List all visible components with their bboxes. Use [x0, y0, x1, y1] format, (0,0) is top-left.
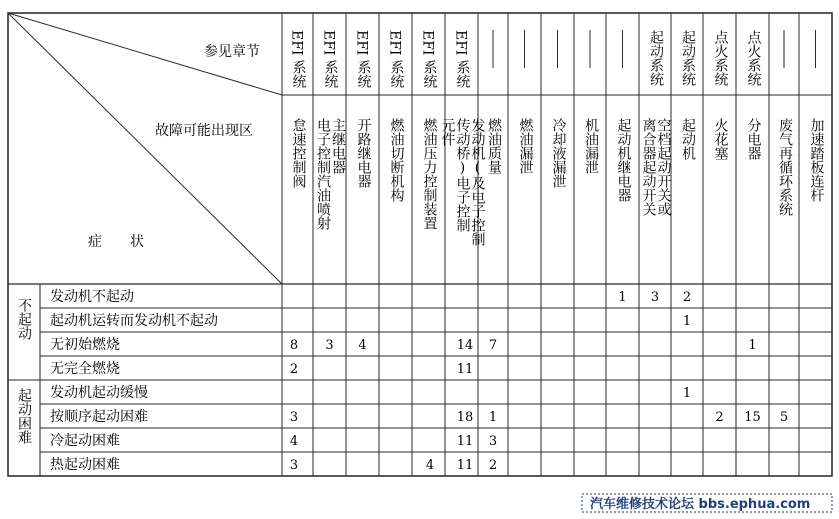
svg-text:系统: 系统 — [454, 60, 471, 88]
section-label-efi — [420, 30, 438, 88]
priority-cell: 8 — [289, 338, 299, 353]
table-row — [50, 408, 788, 425]
fault-area-label-3: 开路继电器 — [355, 118, 372, 188]
priority-cell: 2 — [715, 410, 724, 425]
fault-area-label-2: 主继电器 — [330, 118, 346, 174]
fault-area-label-1: 怠速控制阀 — [290, 118, 307, 188]
priority-cell: 1 — [618, 290, 627, 305]
svg-text:系统: 系统 — [322, 60, 339, 88]
symptom-label: 按顺序起动困难 — [50, 409, 148, 425]
table-row — [50, 336, 757, 353]
svg-text:系统: 系统 — [388, 60, 405, 88]
fault-area-label-10: 机油漏泄 — [583, 118, 599, 174]
priority-cell: 1 — [682, 386, 692, 401]
symptom-label: 冷起动困难 — [50, 433, 120, 449]
fault-area-label-12: 空档起动开关或 — [655, 118, 672, 216]
svg-text:系统: 系统 — [421, 60, 438, 88]
symptom-label: 热起动困难 — [50, 457, 120, 473]
section-label: 点火系统 — [745, 30, 762, 86]
section-dash-value: — — [557, 0, 559, 1]
priority-cell: 3 — [325, 338, 334, 353]
fault-area-label: 故障可能出现区 — [155, 123, 253, 139]
section-label: 点火系统 — [712, 30, 729, 86]
priority-cell: 5 — [779, 410, 789, 425]
section-label-efi — [387, 30, 405, 88]
fault-area-label-13: 起动机 — [680, 118, 696, 160]
fault-area-label-4: 燃油切断机构 — [388, 118, 405, 202]
symptom-label: 发动机起动缓慢 — [50, 385, 148, 401]
symptom-header-label: 症 状 — [88, 234, 144, 250]
priority-cell: 4 — [289, 434, 299, 449]
fault-area-label-6: 元件 — [439, 118, 456, 146]
svg-text:系统: 系统 — [290, 60, 307, 88]
fault-area-label-6: 发动机(及电子控制 — [469, 118, 486, 246]
priority-cell: 4 — [425, 458, 435, 473]
svg-text:EFI: EFI — [353, 30, 370, 56]
svg-text:EFI: EFI — [320, 30, 337, 56]
fault-area-label-6: 传动桥)电子控制 — [454, 118, 471, 232]
priority-cell: 14 — [456, 338, 474, 353]
group-label: 不起动 — [16, 298, 32, 340]
priority-cell: 7 — [488, 338, 498, 353]
svg-text:系统: 系统 — [355, 60, 372, 88]
section-label-efi — [321, 30, 339, 88]
priority-cell: 3 — [289, 458, 299, 473]
section-dash-value: — — [784, 0, 785, 1]
fault-area-label-9: 冷却液漏泄 — [550, 118, 567, 188]
section-label-efi — [289, 30, 307, 88]
svg-text:EFI: EFI — [288, 30, 305, 56]
priority-cell: 2 — [682, 290, 692, 305]
svg-text:EFI: EFI — [419, 30, 436, 56]
priority-cell: 11 — [456, 434, 474, 449]
table-row — [50, 456, 497, 473]
fault-area-label-7: 燃油质量 — [486, 118, 502, 174]
priority-cell: 2 — [488, 458, 498, 473]
symptom-label: 无完全燃烧 — [50, 361, 120, 377]
symptom-label: 无初始燃烧 — [50, 337, 120, 353]
table-row — [50, 384, 691, 401]
priority-cell: 3 — [289, 410, 299, 425]
section-label: 起动系统 — [680, 30, 696, 86]
fault-area-label-5: 燃油压力控制装置 — [421, 118, 438, 230]
fault-area-label-8: 燃油漏泄 — [517, 118, 534, 174]
table-row — [50, 312, 691, 329]
fault-area-label-16: 废气再循环系统 — [777, 118, 793, 216]
svg-text:EFI: EFI — [452, 30, 469, 56]
fault-area-label-11: 起动机继电器 — [615, 118, 632, 202]
symptom-label: 起动机运转而发动机不起动 — [50, 313, 218, 329]
priority-cell: 15 — [744, 410, 761, 425]
section-dash-value: — — [524, 0, 526, 1]
fault-area-label-12: 离合器起动开关 — [640, 118, 657, 216]
symptom-label: 发动机不起动 — [50, 289, 134, 305]
table-row — [50, 360, 473, 377]
fault-area-label-14: 火花塞 — [712, 118, 729, 160]
table-row — [50, 288, 691, 305]
fault-area-label-2: 电子控制汽油喷射 — [315, 118, 331, 230]
priority-cell: 2 — [289, 362, 299, 377]
priority-cell: 1 — [748, 338, 757, 353]
priority-cell: 3 — [488, 434, 498, 449]
group-label: 起动困难 — [16, 388, 32, 444]
ref-section-label: 参见章节 — [204, 44, 260, 60]
section-label-efi — [354, 30, 372, 88]
priority-cell: 4 — [358, 338, 367, 353]
section-dash-value: — — [815, 0, 817, 1]
fault-area-label-17: 加速踏板连杆 — [808, 118, 825, 202]
table-row — [50, 432, 497, 449]
priority-cell: 1 — [682, 314, 692, 329]
section-dash-value: — — [622, 0, 624, 1]
section-label-efi — [453, 30, 471, 88]
fault-area-label-15: 分电器 — [745, 118, 762, 160]
priority-cell: 1 — [488, 410, 498, 425]
watermark-text: 汽车维修技术论坛 bbs.ephua.com — [590, 497, 811, 512]
priority-cell: 18 — [456, 410, 474, 425]
priority-cell: 11 — [456, 458, 474, 473]
section-dash-value: — — [493, 0, 494, 1]
svg-text:EFI: EFI — [386, 30, 403, 56]
section-dash-value: — — [590, 0, 591, 1]
priority-cell: 11 — [456, 362, 474, 377]
section-label: 起动系统 — [648, 30, 664, 86]
priority-cell: 3 — [650, 290, 660, 305]
